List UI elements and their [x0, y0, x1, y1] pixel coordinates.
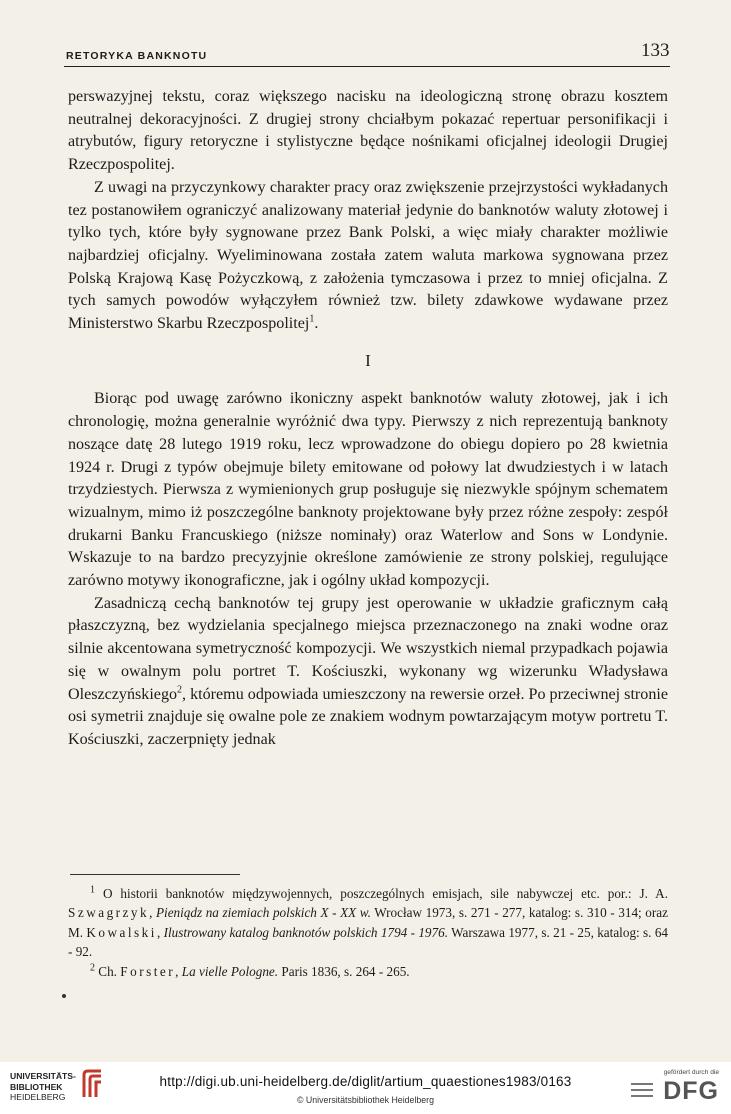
page-number: 133 — [641, 40, 670, 61]
library-logo-line-2: BIBLIOTHEK — [10, 1081, 63, 1092]
footnote-1-author-2: Kowalski — [86, 924, 157, 940]
dfg-lines-icon — [631, 1079, 653, 1101]
footnote-1-text-c: Wrocław 1973, s. 271 - 277, katalog: s. 310 - 314; oraz M. — [68, 905, 668, 940]
footnote-rule — [70, 874, 240, 875]
paragraph-2 — [68, 177, 668, 336]
footnotes — [68, 884, 668, 981]
dfg-caption: gefördert durch die — [663, 1069, 719, 1076]
footnote-1-text-b: , — [149, 905, 156, 921]
paragraph-3: Biorąc pod uwagę zarówno ikoniczny aspekt banknotów waluty złotowej, jak i ich chronologię, można generalnie wyróżnić dwa typy. Pierwszy z nich reprezentują banknoty noszące datę 28 lutego 1919 roku, lecz wprowadzone do obiegu dopiero po 28 kwietnia 1924 r. Drugi z typów obejmuje bilety emitowane od połowy lat dwudziestych i w latach trzydziestych. Pierwsza z wymienionych grup posługuje się niezwykle spójnym schematem wizualnym, mimo iż poszczególne banknoty projektowane były przez różne zespoły: zespół drukarni Banku Francuskiego (niższe nominały) oraz Waterlow and Sons w Londynie. Wskazuje to na bardzo precyzyjnie określone zamówienie ze strony polskiej, regulujące zarówno motywy ikonograficzne, jak i ogólny układ kompozycji. — [68, 390, 668, 590]
footnote-1-mark: 1 — [90, 884, 95, 896]
footer-bar — [0, 1062, 731, 1114]
running-title: RETORYKA BANKNOTU — [66, 50, 208, 62]
footnote-1-author-1: Szwagrzyk — [68, 905, 150, 921]
footnote-2-text-b: , — [175, 963, 182, 979]
library-logo-line-3: HEIDELBERG — [10, 1092, 66, 1102]
paragraph-4-text-a: Zasadniczą cechą banknotów tej grupy jest operowanie w układzie graficznym całą płaszczyzną, bez wydzielania specjalnego miejsca przeznaczonego na znaki wodne oraz silnie akcentowana symetryczność kompozycji. We wszystkich niemal przypadkach pojawia się w owalnym polu portret T. Kościuszki, wykonany wg wizerunku Władysława Oleszczyńskiego — [68, 594, 668, 703]
footnote-2 — [68, 962, 668, 981]
footnote-2-title: La vielle Pologne. — [181, 963, 279, 979]
footnote-1 — [68, 884, 668, 962]
body-text — [68, 86, 668, 752]
paragraph-1: perswazyjnej tekstu, coraz większego nacisku na ideologiczną stronę obrazu kosztem neutralnej dekoracyjności. Z drugiej strony chciałbym pokazać repertuar personifikacji i atrybutów, figury retoryczne i stylistyczne będące nośnikami oficjalnej ideologii Drugiej Rzeczpospolitej. — [68, 88, 668, 174]
footnote-ref-1[interactable]: 1 — [309, 313, 315, 325]
footnote-2-author: Forster — [120, 963, 176, 979]
footnote-2-mark: 2 — [90, 962, 95, 974]
footnote-1-text-e: Warszawa 1977, s. 21 - 25, katalog: s. 64 - 92. — [68, 924, 669, 960]
footnote-1-text-a: O historii banknotów międzywojennych, poszczególnych emisjach, sile nabywczej etc. por.: J. A. — [102, 886, 668, 901]
paragraph-2-end: . — [314, 315, 319, 333]
paragraph-4-text-b: , któremu odpowiada umieszczony na rewersie orzeł. Po przeciwnej stronie osi symetrii znajduje się owalne pole ze znakiem wodnym powtarzającym motyw portretu T. Kościuszki, zaczerpnięty jednak — [68, 685, 668, 748]
footnote-2-text-a: Ch. — [95, 963, 121, 979]
footnote-1-title-1: Pieniądz na ziemiach polskich X - XX w. — [155, 905, 371, 921]
footnote-1-text-d: , — [156, 924, 164, 940]
ink-dot — [62, 994, 66, 998]
paragraph-2-text: Z uwagi na przyczynkowy charakter pracy oraz zwiększenie przejrzystości wykładanych tez postanowiłem ograniczyć analizowany materiał jedynie do banknotów waluty złotowej i tylko tych, które były sygnowane przez Bank Polski, a więc miały charakter możliwie najbardziej oficjalny. Wyeliminowana została zatem waluta markowa sygnowana przez Polską Krajową Kasę Pożyczkową, z założenia tymczasowa i przez to mniej oficjalna. Z tych samych powodów wyłączyłem również tzw. bilety zdawkowe wydawane przez Ministerstwo Skarbu Rzeczpospolitej — [68, 178, 668, 333]
library-logo-line-1: UNIVERSITÄTS- — [10, 1071, 76, 1081]
copyright-notice: © Universitätsbibliothek Heidelberg — [296, 1095, 435, 1105]
header-rule — [64, 66, 670, 67]
paragraph-4 — [68, 593, 668, 752]
footnote-2-text-c: Paris 1836, s. 264 - 265. — [278, 963, 410, 979]
footnote-1-title-2: Ilustrowany katalog banknotów polskich 1794 - 1976. — [163, 924, 449, 940]
section-numeral: I — [365, 350, 371, 370]
permalink-url[interactable]: http://digi.ub.uni-heidelberg.de/diglit/artium_quaestiones1983/0163 — [159, 1074, 572, 1089]
footnote-ref-2[interactable]: 2 — [177, 684, 183, 696]
dfg-logo: DFG — [663, 1077, 719, 1105]
